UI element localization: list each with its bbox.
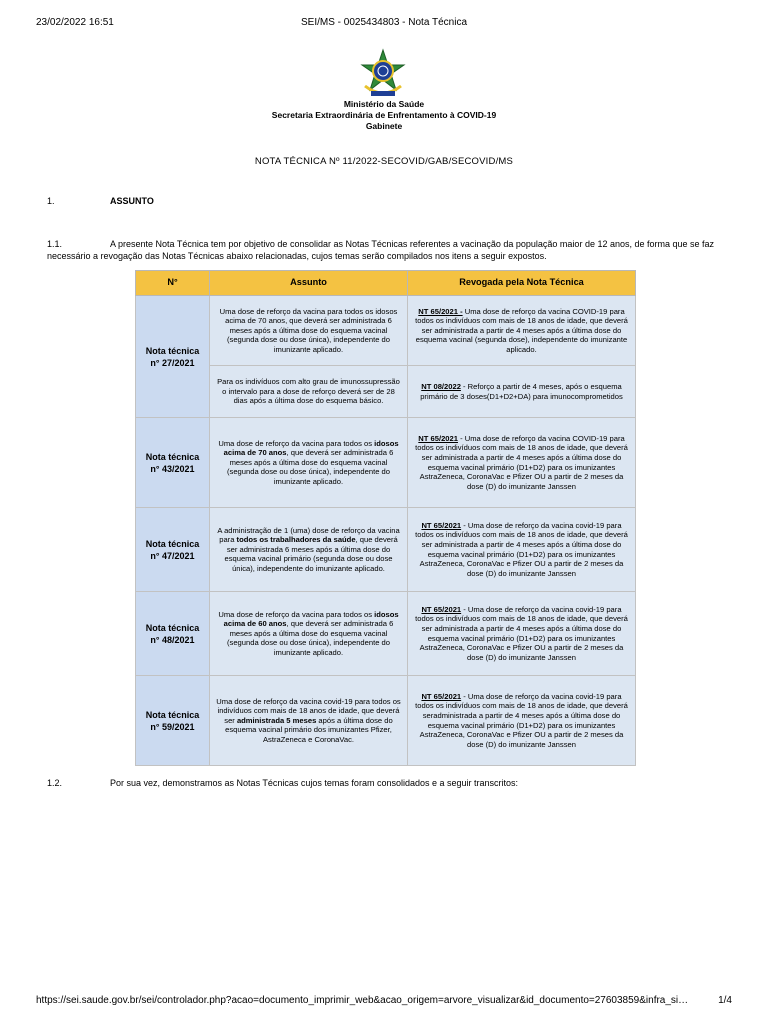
revoked-by-cell — [408, 296, 636, 366]
note-number-cell — [136, 676, 210, 766]
page-number: 1/4 — [718, 995, 732, 1006]
print-page-title: SEI/MS - 0025434803 - Nota Técnica — [300, 17, 468, 28]
organization-block — [0, 99, 768, 132]
note-number-line: Nota técnica — [145, 451, 200, 462]
cell-text: Para os indivíduos com alto grau de imunossupressão o intervalo para a dose de reforço deverá ser de 28 dias após a última dose do esquema básico. — [217, 377, 400, 406]
note-number-line: Nota técnica — [145, 709, 200, 720]
cell-text: Uma dose de reforço da vacina para todos os idosos acima de 70 anos, que deverá ser administrada 6 meses após a última dose do esquema vacinal (segunda dose ou dose única), independente do imunizante aplicado. — [219, 306, 398, 354]
paragraph-text: A presente Nota Técnica tem por objetivo de consolidar as Notas Técnicas referentes a vacinação da população maior de 12 anos, de forma que se faz necessário a revogação das Notas Técnicas abaixo relacionadas, cujos temas serão compilados nos itens a seguir expostos. — [47, 239, 715, 261]
brazil-coat-of-arms-icon — [357, 48, 409, 100]
cell-text: Uma dose de reforço da vacina covid-19 para todos os indivíduos com mais de 18 anos de idade, que deverá ser — [216, 696, 401, 725]
header-subject: Assunto — [210, 271, 408, 296]
note-number-cell — [136, 296, 210, 418]
note-number-line: n° 43/2021 — [150, 463, 195, 474]
cell-text: Uma dose de reforço da vacina para todos os — [218, 438, 375, 448]
document-title: NOTA TÉCNICA Nº 11/2022-SECOVID/GAB/SECOVID/MS — [254, 156, 514, 167]
note-number-line: n° 59/2021 — [150, 721, 195, 732]
cell-text: NT 65/2021 — [421, 691, 462, 701]
footer-url[interactable]: https://sei.saude.gov.br/sei/controlador.php?acao=documento_imprimir_web&acao_origem=arvore_visualizar&id_documento=27603859&infra_si… — [36, 995, 689, 1006]
table-row — [136, 508, 636, 592]
subject-cell — [210, 296, 408, 366]
note-number-cell — [136, 592, 210, 676]
revoked-notes-table — [135, 270, 636, 766]
note-number-line: Nota técnica — [145, 538, 200, 549]
secretariat-name: Secretaria Extraordinária de Enfrentamento à COVID-19 — [271, 110, 497, 120]
cell-text: administrada 5 meses — [236, 715, 317, 725]
cell-text: NT 65/2021 — [418, 433, 458, 443]
cell-text: , que deverá ser administrada 6 meses após a última dose do esquema vacinal primário (segunda dose ou dose única), independente do imunizante aplicado. — [224, 535, 398, 573]
paragraph-number: 1.2. — [47, 778, 63, 788]
table-row — [136, 418, 636, 508]
note-number-cell — [136, 418, 210, 508]
cell-text: Uma dose de reforço da vacina COVID-19 para todos os indivíduos com mais de 18 anos de idade, que deverá ser administrada a partir de 4 meses após a última dose do esquema vacinal (segunda dose), independente do imunizante aplicado. — [415, 306, 628, 354]
cell-text: , que deverá ser administrada 6 meses após a última dose do esquema vacinal (segunda dose ou dose única), independente do imunizante aplicado. — [227, 619, 394, 657]
cell-text: Uma dose de reforço da vacina para todos os — [218, 609, 375, 619]
section-number: 1. — [47, 196, 55, 206]
revoked-by-cell — [408, 418, 636, 508]
paragraph-1-2-text: Por sua vez, demonstramos as Notas Técnicas cujos temas foram consolidados e a seguir transcritos: — [110, 778, 519, 788]
ministry-name: Ministério da Saúde — [343, 99, 425, 109]
table-row — [136, 296, 636, 366]
cell-text: - Reforço a partir de 4 meses, após o esquema primário de 3 doses(D1+D2+DA) para imunocomprometidos — [420, 381, 623, 401]
cell-text: NT 65/2021 — [421, 604, 462, 614]
revoked-by-cell — [408, 508, 636, 592]
paragraph-1-1 — [47, 238, 727, 262]
cell-text: , que deverá ser administrada 6 meses após a última dose do esquema vacinal (segunda dose ou dose única), independente do imunizante aplicado. — [227, 448, 394, 486]
section-heading: ASSUNTO — [110, 196, 154, 206]
subject-cell — [210, 418, 408, 508]
cell-text: idosos acima de 60 anos — [223, 609, 399, 629]
cell-text: - Uma dose de reforço da vacina covid-19 para todos os indivíduos com mais de 18 anos de idade, que deverá seradministrada a partir de 4 meses após a última dose do esquema vacinal primário (D1+D2) para os imunizantes AstraZeneca, CoronaVac e Pfizer OU a partir de 2 meses da dose (D) do imunizante Janssen — [415, 691, 628, 749]
office-name: Gabinete — [365, 121, 403, 131]
subject-cell — [210, 592, 408, 676]
table-row — [136, 592, 636, 676]
header-number: N° — [136, 271, 210, 296]
cell-text: - Uma dose de reforço da vacina covid-19 para todos os indivíduos com mais de 18 anos de idade, que deverá ser administrada a partir de 4 meses após a última dose do esquema vacinal primário (D1+D2) para os imunizantes AstraZeneca, CoronaVac e Pfizer OU a partir de 2 meses da dose (D) do imunizante Janssen — [415, 520, 628, 578]
cell-text: - Uma dose de reforço da vacina covid-19 para todos os indivíduos com mais de 18 anos de idade, que deverá ser administrada a partir de 4 meses após a última dose do esquema vacinal primário (D1+D2) para os imunizantes AstraZeneca, CoronaVac e Pfizer OU a partir de 2 meses da dose (D) do imunizante Janssen — [415, 604, 628, 662]
note-number-line: Nota técnica — [145, 622, 200, 633]
print-datetime: 23/02/2022 16:51 — [36, 17, 114, 28]
note-number-line: n° 27/2021 — [150, 357, 195, 368]
note-number-line: Nota técnica — [145, 345, 200, 356]
paragraph-number: 1.1. — [47, 239, 63, 249]
cell-text: A administração de 1 (uma) dose de reforço da vacina para — [217, 525, 400, 545]
note-number-line: n° 47/2021 — [150, 550, 195, 561]
cell-text: NT 65/2021 - — [418, 306, 463, 316]
table-header-row — [136, 271, 636, 296]
revoked-by-cell — [408, 592, 636, 676]
cell-text: todos os trabalhadores da saúde — [236, 535, 356, 545]
subject-cell — [210, 508, 408, 592]
cell-text: - Uma dose de reforço da vacina COVID-19 para todos os indivíduos com mais de 18 anos de idade, que deverá ser administrada a partir de 4 meses após a última dose do esquema vacinal primário (D1+D2) para os imunizantes AstraZeneca, CoronaVac e Pfizer OU a partir de 2 meses da dose (D) do imunizante Janssen — [415, 433, 628, 491]
note-number-cell — [136, 508, 210, 592]
cell-text: NT 08/2022 — [421, 381, 461, 391]
table-row — [136, 366, 636, 418]
cell-text: NT 65/2021 — [421, 520, 462, 530]
cell-text: após a última dose do esquema vacinal primário dos imunizantes Pfizer, AstraZeneca e CoronaVac. — [225, 715, 393, 744]
header-revoked-by: Revogada pela Nota Técnica — [408, 271, 636, 296]
note-number-line: n° 48/2021 — [150, 634, 195, 645]
table-row — [136, 676, 636, 766]
revoked-by-cell — [408, 676, 636, 766]
subject-cell — [210, 676, 408, 766]
table-body — [136, 296, 636, 766]
subject-cell — [210, 366, 408, 418]
cell-text: idosos acima de 70 anos — [223, 438, 399, 458]
revoked-by-cell — [408, 366, 636, 418]
